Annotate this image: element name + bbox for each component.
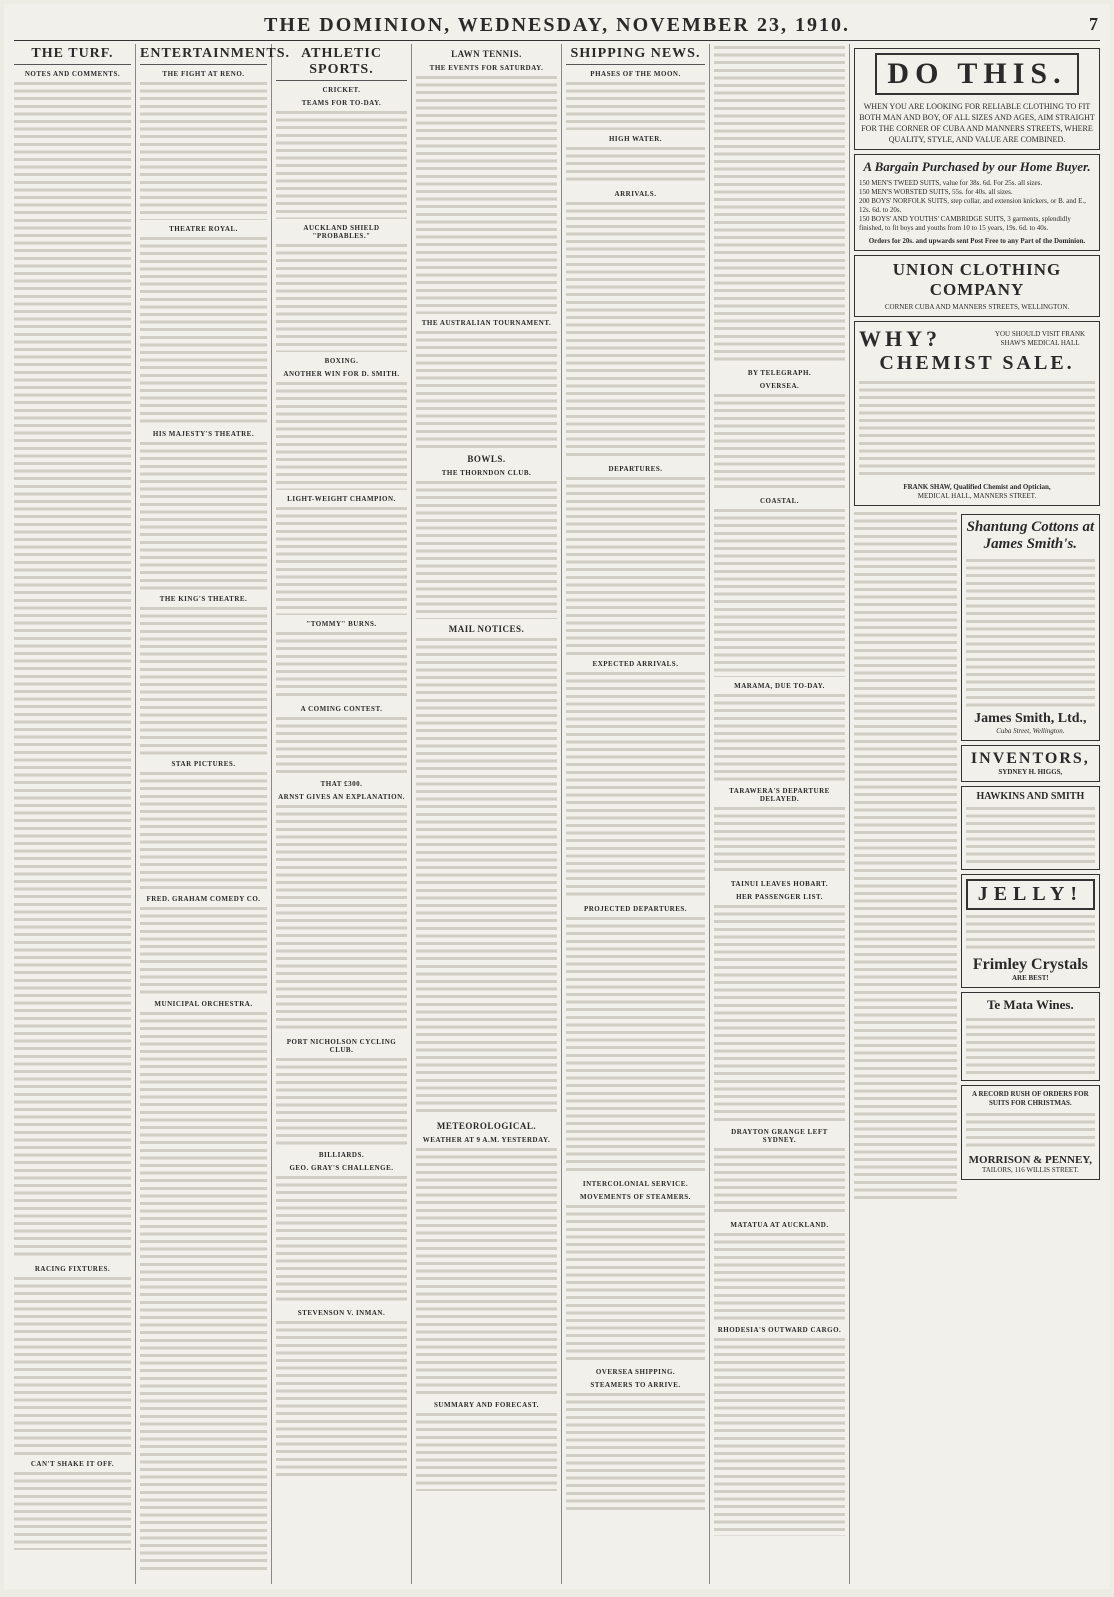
- rhodesia-body-text: [714, 1336, 845, 1536]
- telegraph-subheading: BY TELEGRAPH.: [747, 369, 812, 377]
- weather-body-text: [416, 1146, 557, 1396]
- another-win-body-text: [276, 380, 407, 490]
- arnst-subheading: ARNST GIVES AN EXPLANATION.: [278, 793, 405, 801]
- mata-body-text: [966, 1016, 1095, 1076]
- lightweight-body-text: [276, 505, 407, 615]
- fixtures-body-text: [14, 1275, 131, 1455]
- theatre-royal-subheading: THEATRE ROYAL.: [169, 225, 238, 233]
- star-body-text: [140, 770, 267, 890]
- billiards-subheading: BILLIARDS.: [318, 1151, 365, 1159]
- column-athletic: [272, 44, 412, 1584]
- high-water-body-text: [566, 145, 705, 185]
- chemist-sale-title: CHEMIST SALE.: [879, 352, 1075, 374]
- geo-body-text: [276, 1174, 407, 1304]
- arrivals-body-text: [566, 200, 705, 460]
- entertainments-heading: ENTERTAINMENTS.: [140, 46, 267, 65]
- smith-name: James Smith, Ltd.,: [974, 711, 1087, 726]
- notes-subheading: NOTES AND COMMENTS.: [24, 70, 121, 78]
- meteorological-heading: METEOROLOGICAL.: [436, 1121, 537, 1131]
- movements-subheading: MOVEMENTS OF STEAMERS.: [580, 1193, 691, 1201]
- tommy-body-text: [276, 630, 407, 700]
- drayton-subheading: DRAYTON GRANGE LEFT SYDNEY.: [731, 1128, 828, 1144]
- do-this-ad: [854, 48, 1100, 150]
- movements-body-text: [566, 1203, 705, 1363]
- page-number: 7: [1089, 14, 1098, 34]
- matatua-body-text: [714, 1231, 845, 1321]
- municipal-body-text: [140, 1010, 267, 1570]
- coastal-body-text: [714, 507, 845, 677]
- morrison-body-text: [966, 1111, 1095, 1151]
- mata-title: Te Mata Wines.: [986, 997, 1074, 1012]
- high-water-subheading: HIGH WATER.: [608, 135, 663, 143]
- athletic-heading: ATHLETIC SPORTS.: [276, 46, 407, 81]
- cricket-subheading: CRICKET.: [322, 86, 361, 94]
- do-this-text: WHEN YOU ARE LOOKING FOR RELIABLE CLOTHING TO FIT BOTH MAN AND BOY, OF ALL SIZES AND AGES, AIM STRAIGHT FOR THE CORNER OF CUBA AND MANNERS STREETS, WHERE QUALITY, STYLE, AND VALUE ARE COMBINED.: [859, 102, 1095, 144]
- jelly-title: JELLY!: [966, 879, 1095, 910]
- turf-body-text: [14, 80, 131, 1260]
- column-tennis: [412, 44, 562, 1584]
- bargain-line-1: 150 MEN'S TWEED SUITS, value for 38s. 6d. For 25s. all sizes.: [859, 179, 1043, 187]
- why-subtitle: YOU SHOULD VISIT FRANK SHAW'S MEDICAL HALL: [994, 330, 1086, 347]
- frimley-ad: [961, 874, 1100, 988]
- majesty-subheading: HIS MAJESTY'S THEATRE.: [152, 430, 255, 438]
- arrivals-subheading: ARRIVALS.: [614, 190, 657, 198]
- higgs-name: SYDNEY H. HIGGS,: [998, 768, 1063, 776]
- union-title: UNION CLOTHING COMPANY: [892, 260, 1062, 299]
- column-advertisements: [850, 44, 1104, 1584]
- phases-subheading: PHASES OF THE MOON.: [590, 70, 681, 78]
- shantung-ad: [961, 514, 1100, 741]
- cant-shake-body-text: [14, 1470, 131, 1550]
- cycling-body-text: [276, 1056, 407, 1146]
- inventors-ad: [961, 745, 1100, 782]
- bargain-line-4: 150 BOYS' AND YOUTHS' CAMBRIDGE SUITS, 3 garments, splendidly finished, to fit boys and youths from 10 to 15 years, 19s. 6d. to 40s.: [859, 215, 1071, 232]
- kings-body-text: [140, 605, 267, 755]
- bargain-line-3: 200 BOYS' NORFOLK SUITS, step collar, and extension knickers, or B. and E., 12s. 6d. to 20s.: [859, 197, 1086, 214]
- why-title: WHY?: [859, 326, 941, 351]
- tainui-subheading: TAINUI LEAVES HOBART.: [730, 880, 829, 888]
- departures-body-text: [566, 475, 705, 655]
- column-shipping: [562, 44, 710, 1584]
- oversea-shipping-subheading: OVERSEA SHIPPING.: [595, 1368, 676, 1376]
- events-body-text: [416, 74, 557, 314]
- tarawera-subheading: TARAWERA'S DEPARTURE DELAYED.: [729, 787, 830, 803]
- boxing-subheading: BOXING.: [324, 357, 359, 365]
- smith-address: Cuba Street, Wellington.: [996, 727, 1065, 735]
- lightweight-subheading: LIGHT-WEIGHT CHAMPION.: [287, 495, 396, 503]
- hawkins-ad: [961, 786, 1100, 870]
- expected-body-text: [566, 670, 705, 900]
- hawkins-title: HAWKINS AND SMITH: [976, 791, 1085, 802]
- stevenson-subheading: STEVENSON V. INMAN.: [297, 1309, 386, 1317]
- ads-left-body-text: [854, 510, 957, 1200]
- masthead-title: THE DOMINION, WEDNESDAY, NOVEMBER 23, 1910.: [264, 14, 850, 36]
- inventors-title: INVENTORS,: [970, 750, 1090, 767]
- mata-ad: [961, 992, 1100, 1081]
- shipping-cont-column: [854, 510, 957, 1200]
- another-win-subheading: ANOTHER WIN FOR D. SMITH.: [283, 370, 400, 378]
- teams-body-text: [276, 109, 407, 219]
- oversea-subheading: OVERSEA.: [759, 382, 800, 390]
- newspaper-page: [4, 4, 1110, 1589]
- cycling-subheading: PORT NICHOLSON CYCLING CLUB.: [286, 1038, 397, 1054]
- fight-body-text: [140, 80, 267, 220]
- majesty-body-text: [140, 440, 267, 590]
- comedy-body-text: [140, 905, 267, 995]
- shaw-name: FRANK SHAW, Qualified Chemist and Optician,: [903, 483, 1051, 491]
- phases-body-text: [566, 80, 705, 130]
- tarawera-body-text: [714, 805, 845, 875]
- projected-body-text: [566, 915, 705, 1175]
- racing-fixtures-subheading: RACING FIXTURES.: [34, 1265, 111, 1273]
- shantung-body-text: [966, 557, 1095, 707]
- column-entertainments: [136, 44, 290, 1584]
- shantung-title: Shantung Cottons at James Smith's.: [966, 519, 1095, 552]
- morrison-subtitle: TAILORS, 116 WILLIS STREET.: [981, 1166, 1079, 1174]
- weather-subheading: WEATHER AT 9 A.M. YESTERDAY.: [422, 1136, 551, 1144]
- column-turf: [10, 44, 136, 1584]
- small-ads-column: [961, 510, 1100, 1200]
- shaw-address: MEDICAL HALL, MANNERS STREET.: [917, 492, 1037, 500]
- frimley-body-text: [966, 913, 1095, 953]
- do-this-title: DO THIS.: [875, 53, 1078, 95]
- fight-subheading: THE FIGHT AT RENO.: [162, 70, 245, 78]
- oversea-body-text: [714, 392, 845, 492]
- auckland-body-text: [276, 242, 407, 352]
- geo-subheading: GEO. GRAY'S CHALLENGE.: [289, 1164, 394, 1172]
- contest-subheading: A COMING CONTEST.: [300, 705, 383, 713]
- masthead: [14, 8, 1100, 41]
- passenger-body-text: [714, 903, 845, 1123]
- steamers-subheading: STEAMERS TO ARRIVE.: [590, 1381, 681, 1389]
- marama-body-text: [714, 692, 845, 782]
- australian-subheading: THE AUSTRALIAN TOURNAMENT.: [421, 319, 552, 327]
- projected-subheading: PROJECTED DEPARTURES.: [583, 905, 688, 913]
- arnst-body-text: [276, 803, 407, 1033]
- thorndon-subheading: THE THORNDON CLUB.: [441, 469, 532, 477]
- teams-subheading: TEAMS FOR TO-DAY.: [301, 99, 382, 107]
- marama-subheading: MARAMA, DUE TO-DAY.: [734, 682, 825, 690]
- column-shipping-continued: [710, 44, 850, 1584]
- drayton-body-text: [714, 1146, 845, 1216]
- mail-heading: MAIL NOTICES.: [448, 624, 525, 634]
- bargain-ad: [854, 154, 1100, 251]
- frimley-title: Frimley Crystals: [972, 956, 1088, 973]
- intercolonial-subheading: INTERCOLONIAL SERVICE.: [582, 1180, 689, 1188]
- hawkins-body-text: [966, 805, 1095, 865]
- passenger-subheading: HER PASSENGER LIST.: [736, 893, 823, 901]
- kings-subheading: THE KING'S THEATRE.: [159, 595, 248, 603]
- rhodesia-subheading: RHODESIA'S OUTWARD CARGO.: [717, 1326, 842, 1334]
- summary-body-text: [416, 1411, 557, 1491]
- bargain-line-2: 150 MEN'S WORSTED SUITS, 55s. for 40s. all sizes.: [859, 188, 1013, 196]
- shipping-cont-body-text: [714, 44, 845, 364]
- that-subheading: THAT £300.: [320, 780, 363, 788]
- contest-body-text: [276, 715, 407, 775]
- expected-subheading: EXPECTED ARRIVALS.: [592, 660, 679, 668]
- turf-heading: THE TURF.: [14, 46, 131, 65]
- auckland-subheading: AUCKLAND SHIELD "PROBABLES.": [303, 224, 380, 240]
- bowls-heading: BOWLS.: [467, 454, 506, 464]
- events-subheading: THE EVENTS FOR SATURDAY.: [429, 64, 544, 72]
- frimley-subtitle: ARE BEST!: [1011, 974, 1049, 982]
- thorndon-body-text: [416, 479, 557, 619]
- municipal-subheading: MUNICIPAL ORCHESTRA.: [154, 1000, 253, 1008]
- tennis-heading: LAWN TENNIS.: [451, 49, 522, 59]
- mail-body-text: [416, 636, 557, 1116]
- cant-shake-subheading: CAN'T SHAKE IT OFF.: [30, 1460, 115, 1468]
- morrison-title: MORRISON & PENNEY,: [968, 1154, 1093, 1166]
- morrison-ad: [961, 1085, 1100, 1180]
- departures-subheading: DEPARTURES.: [608, 465, 663, 473]
- star-subheading: STAR PICTURES.: [171, 760, 236, 768]
- union-clothing-ad: [854, 255, 1100, 317]
- steamers-body-text: [566, 1391, 705, 1511]
- shipping-heading: SHIPPING NEWS.: [566, 46, 705, 65]
- australian-body-text: [416, 329, 557, 449]
- theatre-royal-body-text: [140, 235, 267, 425]
- record-text: A RECORD RUSH OF ORDERS FOR SUITS FOR CHRISTMAS.: [972, 1090, 1089, 1107]
- bargain-title: A Bargain Purchased by our Home Buyer.: [863, 159, 1091, 174]
- union-address: CORNER CUBA AND MANNERS STREETS, WELLINGTON.: [884, 303, 1070, 311]
- orders-text: Orders for 20s. and upwards sent Post Free to any Part of the Dominion.: [868, 237, 1086, 245]
- stevenson-body-text: [276, 1319, 407, 1479]
- summary-subheading: SUMMARY AND FORECAST.: [434, 1401, 539, 1409]
- shaw-body-text: [859, 379, 1095, 479]
- tommy-subheading: "TOMMY" BURNS.: [306, 620, 377, 628]
- coastal-subheading: COASTAL.: [759, 497, 800, 505]
- matatua-subheading: MATATUA AT AUCKLAND.: [730, 1221, 829, 1229]
- frank-shaw-ad: [854, 321, 1100, 506]
- comedy-subheading: FRED. GRAHAM COMEDY CO.: [146, 895, 261, 903]
